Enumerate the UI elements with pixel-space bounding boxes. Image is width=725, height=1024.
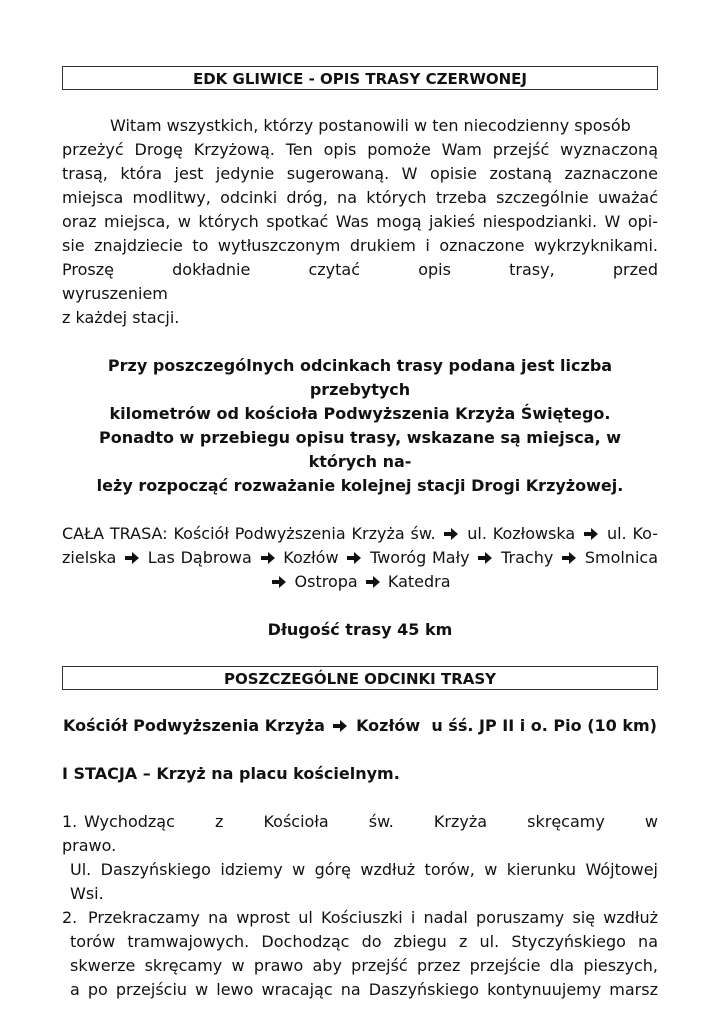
step-line: Przekraczamy na wprost ul Kościuszki i nadal poruszamy się wzdłuż bbox=[88, 908, 658, 927]
arrow-right-icon bbox=[366, 576, 380, 588]
route-stop: Kościół Podwyższenia Krzyża św. bbox=[173, 524, 436, 543]
step-line: skwerze skręcamy w prawo aby przejść przez przejście dla pieszych, bbox=[70, 956, 658, 975]
step-line: a po przejściu w lewo wracając na Daszyńskiego kontynuujemy marsz bbox=[70, 980, 658, 999]
intro-paragraph bbox=[62, 114, 658, 330]
route-stop: Katedra bbox=[387, 572, 451, 591]
intro-line: Witam wszystkich, którzy postanowili w ten niecodzienny sposób bbox=[110, 116, 631, 135]
segment-from: Kościół Podwyższenia Krzyża bbox=[63, 716, 325, 735]
notice-line: leży rozpocząć rozważanie kolejnej stacji Drogi Krzyżowej. bbox=[96, 476, 624, 495]
step-line: Wsi. bbox=[70, 884, 104, 903]
route-stop: Tworóg Mały bbox=[370, 548, 470, 567]
step-number: 1. bbox=[62, 812, 78, 831]
list-item bbox=[62, 906, 658, 1002]
intro-line: oraz miejsca, w których spotkać Was mogą jakieś niespodzianki. W opi- bbox=[62, 212, 658, 231]
steps-list bbox=[62, 810, 658, 1002]
segment-heading bbox=[62, 714, 658, 738]
step-line: Ul. Daszyńskiego idziemy w górę wzdłuż torów, w kierunku Wójtowej bbox=[70, 860, 658, 879]
arrow-right-icon bbox=[562, 552, 576, 564]
segment-to: Kozłów u śś. JP II i o. Pio (10 km) bbox=[356, 716, 657, 735]
route-length: Długość trasy 45 km bbox=[267, 620, 453, 639]
route-line bbox=[62, 546, 658, 570]
arrow-right-icon bbox=[444, 528, 458, 540]
step-number: 2. bbox=[62, 908, 78, 927]
route-stop: Las Dąbrowa bbox=[147, 548, 252, 567]
intro-line: miejsca modlitwy, odcinki dróg, na których trzeba szczególnie uważać bbox=[62, 188, 658, 207]
intro-line: przeżyć Drogę Krzyżową. Ten opis pomoże Wam przejść wyznaczoną bbox=[62, 140, 658, 159]
route-stop: Ostropa bbox=[294, 572, 358, 591]
route-line bbox=[62, 522, 658, 546]
intro-line: Proszę dokładnie czytać opis trasy, przed wyruszeniem bbox=[62, 260, 658, 303]
intro-line: z każdej stacji. bbox=[62, 308, 180, 327]
arrow-right-icon bbox=[584, 528, 598, 540]
list-item bbox=[62, 810, 658, 906]
document-title: EDK GLIWICE - OPIS TRASY CZERWONEJ bbox=[62, 66, 658, 90]
route-stop: ul. Kozłowska bbox=[467, 524, 576, 543]
arrow-right-icon bbox=[478, 552, 492, 564]
step-line: Wychodząc z Kościoła św. Krzyża skręcamy w prawo. bbox=[62, 812, 658, 855]
notice-paragraph bbox=[62, 354, 658, 498]
arrow-right-icon bbox=[261, 552, 275, 564]
arrow-right-icon bbox=[347, 552, 361, 564]
route-label: CAŁA TRASA: bbox=[62, 524, 168, 543]
intro-line: trasą, która jest jedynie sugerowaną. W opisie zostaną zaznaczone bbox=[62, 164, 658, 183]
arrow-right-icon bbox=[272, 576, 286, 588]
route-summary bbox=[62, 522, 658, 594]
route-stop: Smolnica bbox=[584, 548, 658, 567]
notice-line: Ponadto w przebiegu opisu trasy, wskazane są miejsca, w których na- bbox=[98, 428, 622, 471]
station-heading: I STACJA – Krzyż na placu kościelnym. bbox=[62, 764, 400, 783]
route-stop: Trachy bbox=[501, 548, 554, 567]
intro-line: sie znajdziecie to wytłuszczonym drukiem i oznaczone wykrzyknikami. bbox=[62, 236, 658, 255]
route-stop: ul. Ko- bbox=[606, 524, 659, 543]
route-stop: Kozłów bbox=[283, 548, 339, 567]
route-stop: zielska bbox=[62, 548, 117, 567]
step-line: torów tramwajowych. Dochodząc do zbiegu z ul. Styczyńskiego na bbox=[70, 932, 658, 951]
document-page bbox=[62, 66, 658, 1002]
arrow-right-icon bbox=[125, 552, 139, 564]
arrow-right-icon bbox=[333, 720, 347, 732]
notice-line: Przy poszczególnych odcinkach trasy podana jest liczba przebytych bbox=[107, 356, 613, 399]
notice-line: kilometrów od kościoła Podwyższenia Krzyża Świętego. bbox=[109, 404, 611, 423]
route-line bbox=[62, 570, 658, 594]
section-title: POSZCZEGÓLNE ODCINKI TRASY bbox=[62, 666, 658, 690]
